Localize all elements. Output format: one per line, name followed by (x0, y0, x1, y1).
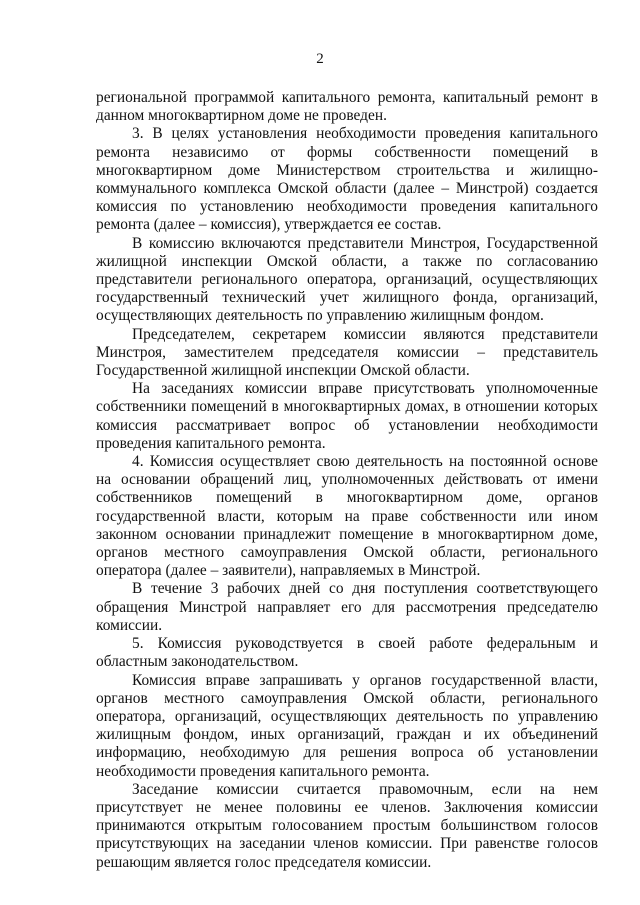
paragraph-item-4: 4. Комиссия осуществляет свою деятельность на постоянной основе на основании обращений лиц, уполномоченных действовать от имени собственников помещений в многоквартирном доме, органов государственной власти, которым на праве собственности или ином законном основании принадлежит помещение в многоквартирном доме, органов местного самоуправления Омской области, регионального оператора (далее – заявители), направляемых в Минстрой. (96, 453, 598, 580)
paragraph-item-3: 3. В целях установления необходимости проведения капитального ремонта независимо от формы собственности помещений в многоквартирном доме Министерством строительства и жилищно-коммунального комплекса Омской области (далее – Минстрой) создается комиссия по установлению необходимости проведения капитального ремонта (далее – комиссия), утверждается ее состав. (96, 125, 598, 234)
paragraph-requests: Комиссия вправе запрашивать у органов государственной власти, органов местного самоуправления Омской области, регионального оператора, организаций, осуществляющих деятельность по управлению жилищным фондом, иных организаций, граждан и их объединений информацию, необходимую для решения вопроса об установлении необходимости проведения капитального ремонта. (96, 671, 598, 780)
paragraph-commission-members: В комиссию включаются представители Минстроя, Государственной жилищной инспекции Омской области, а также по согласованию представители регионального оператора, организаций, осуществляющих государственный технический учет жилищного фонда, организаций, осуществляющих деятельность по управлению жилищным фондом. (96, 234, 598, 325)
page-number: 2 (316, 51, 324, 67)
document-body (96, 89, 598, 872)
paragraph-continuation: региональной программой капитального ремонта, капитальный ремонт в данном многоквартирном доме не проведен. (96, 89, 598, 125)
paragraph-quorum: Заседание комиссии считается правомочным, если на нем присутствует не менее половины ее членов. Заключения комиссии принимаются открытым голосованием простым большинством голосов присутствующих на заседании членов комиссии. При равенстве голосов решающим является голос председателя комиссии. (96, 780, 598, 871)
paragraph-chairman: Председателем, секретарем комиссии являются представители Минстроя, заместителем председателя комиссии – представитель Государственной жилищной инспекции Омской области. (96, 325, 598, 380)
paragraph-item-5: 5. Комиссия руководствуется в своей работе федеральным и областным законодательством. (96, 635, 598, 671)
paragraph-deadline: В течение 3 рабочих дней со дня поступления соответствующего обращения Минстрой направляет его для рассмотрения председателю комиссии. (96, 580, 598, 634)
paragraph-meetings: На заседаниях комиссии вправе присутствовать уполномоченные собственники помещений в многоквартирных домах, в отношении которых комиссия рассматривает вопрос об установлении необходимости проведения капитального ремонта. (96, 380, 598, 452)
